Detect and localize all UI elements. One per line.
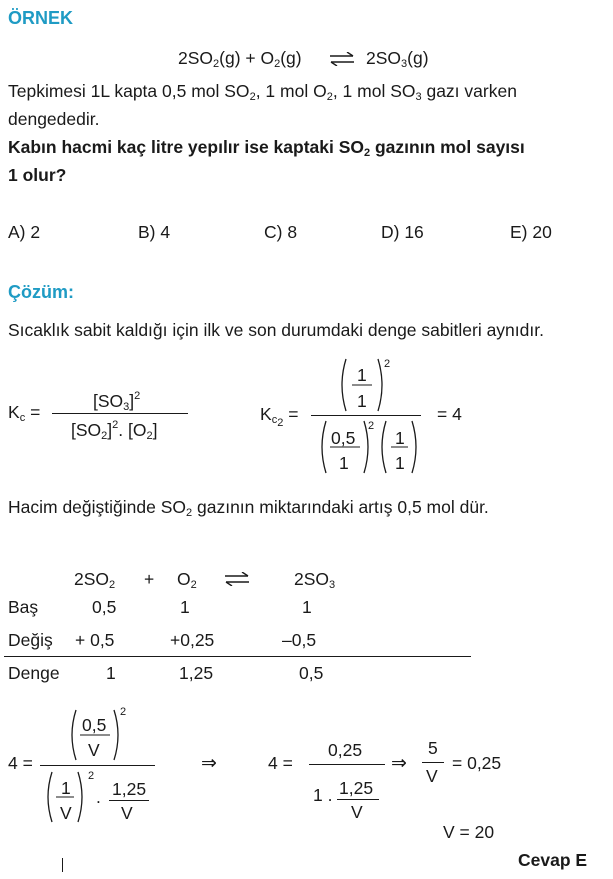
eq1-den1-exp: 2: [88, 770, 95, 782]
eq3-d: V: [426, 766, 438, 786]
kc2-den1-exp: 2: [368, 420, 375, 432]
kc1-fraction-bar: [52, 413, 188, 414]
kc2-den2-d: 1: [395, 453, 405, 473]
eq1-den2-n: 1,25: [112, 779, 147, 799]
kc2-den1-d: 1: [339, 453, 349, 473]
row-degis-so2: + 0,5: [75, 630, 115, 650]
table-header-so3: $2SO_3$: [294, 569, 336, 591]
kc2-num-d: 1: [357, 391, 367, 411]
change-statement: Hacim değiştiğinde $SO_2$ gazının miktarındaki artış 0,5 mol dür.: [8, 497, 489, 519]
option-c[interactable]: C) 8: [264, 222, 298, 242]
table-header-plus: +: [144, 569, 155, 589]
result-volume: V = 20: [443, 822, 495, 842]
eq1-den1-n: 1: [61, 778, 71, 798]
eq1-num-n: 0,5: [82, 715, 107, 735]
equilibrium-arrow-icon: [329, 52, 355, 66]
row-denge-so3: 0,5: [299, 663, 324, 683]
eq2-den-a: 1 .: [313, 785, 333, 805]
row-bas-label: Baş: [8, 597, 39, 617]
reaction-equation: $2SO_2(g) + O_2(g)$: [178, 48, 302, 70]
eq3-bar: [422, 762, 444, 763]
row-degis-label: Değiş: [8, 630, 53, 650]
eq2-lhs: 4 =: [268, 753, 293, 773]
row-bas-so2: 0,5: [92, 597, 117, 617]
eq3-rhs: = 0,25: [452, 753, 502, 773]
kc2-den1-n: 0,5: [331, 428, 356, 448]
row-denge-so2: 1: [106, 663, 116, 683]
eq2-num: 0,25: [328, 740, 363, 760]
option-b[interactable]: B) 4: [138, 222, 171, 242]
kc2-num-exp: 2: [384, 358, 391, 370]
kc2-num-n: 1: [357, 365, 367, 385]
kc1-denominator: $[SO_2]^2$. $[O_2]$: [71, 419, 158, 442]
kc2-label: $K_{c_2}$ =: [260, 404, 299, 429]
problem-line-1: Tepkimesi 1L kapta 0,5 mol $SO_2$, 1 mol $O_2$, 1 mol $SO_3$ gazı varken: [8, 81, 517, 103]
kc2-result: = 4: [437, 404, 462, 424]
table-header-so2: $2SO_2$: [74, 569, 116, 591]
kc2-fraction-bar: [311, 415, 421, 416]
table-divider: [4, 656, 471, 657]
eq3-n: 5: [428, 738, 438, 758]
kc1-label: $K_c$ =: [8, 402, 41, 424]
eq1-den2-d: V: [121, 803, 133, 823]
solution-intro: Sıcaklık sabit kaldığı için ilk ve son durumdaki denge sabitleri aynıdır.: [8, 320, 544, 340]
row-denge-label: Denge: [8, 663, 60, 683]
implies-arrow-icon-1: ⇒: [201, 753, 217, 774]
problem-line-2: dengededir.: [8, 109, 100, 129]
option-a[interactable]: A) 2: [8, 222, 41, 242]
eq2-den-n: 1,25: [339, 778, 374, 798]
eq1-fraction-bar: [40, 765, 155, 766]
eq1-num-exp: 2: [120, 706, 127, 718]
reaction-product: $2SO_3(g)$: [366, 48, 429, 70]
row-degis-so3: –0,5: [282, 630, 317, 650]
option-e[interactable]: E) 20: [510, 222, 552, 242]
eq1-den2-bar: [109, 800, 149, 801]
option-d[interactable]: D) 16: [381, 222, 424, 242]
eq1-den1-d: V: [60, 803, 72, 823]
table-equilibrium-arrow-icon: [224, 572, 250, 586]
implies-arrow-icon-2: ⇒: [391, 753, 407, 774]
example-heading: ÖRNEK: [8, 8, 74, 28]
eq1-num-d: V: [88, 740, 100, 760]
eq2-den-d: V: [351, 802, 363, 822]
table-header-o2: $O_2$: [177, 569, 197, 591]
kc2-den2-n: 1: [395, 428, 405, 448]
solution-heading: Çözüm:: [8, 282, 74, 302]
eq2-den-bar: [337, 799, 379, 800]
row-bas-o2: 1: [180, 597, 190, 617]
row-degis-o2: +0,25: [170, 630, 215, 650]
answer-label: Cevap E: [518, 850, 588, 870]
row-bas-so3: 1: [302, 597, 312, 617]
text-cursor: [62, 858, 63, 872]
row-denge-o2: 1,25: [179, 663, 214, 683]
eq2-fraction-bar: [309, 764, 385, 765]
kc1-numerator: $[SO_3]^2$: [93, 390, 141, 413]
question-line-2: 1 olur?: [8, 165, 67, 185]
eq1-lhs: 4 =: [8, 753, 33, 773]
question-line-1: Kabın hacmi kaç litre yepılır ise kaptaki $SO_2$ gazının mol sayısı: [8, 137, 525, 159]
eq1-dot: .: [96, 787, 101, 807]
